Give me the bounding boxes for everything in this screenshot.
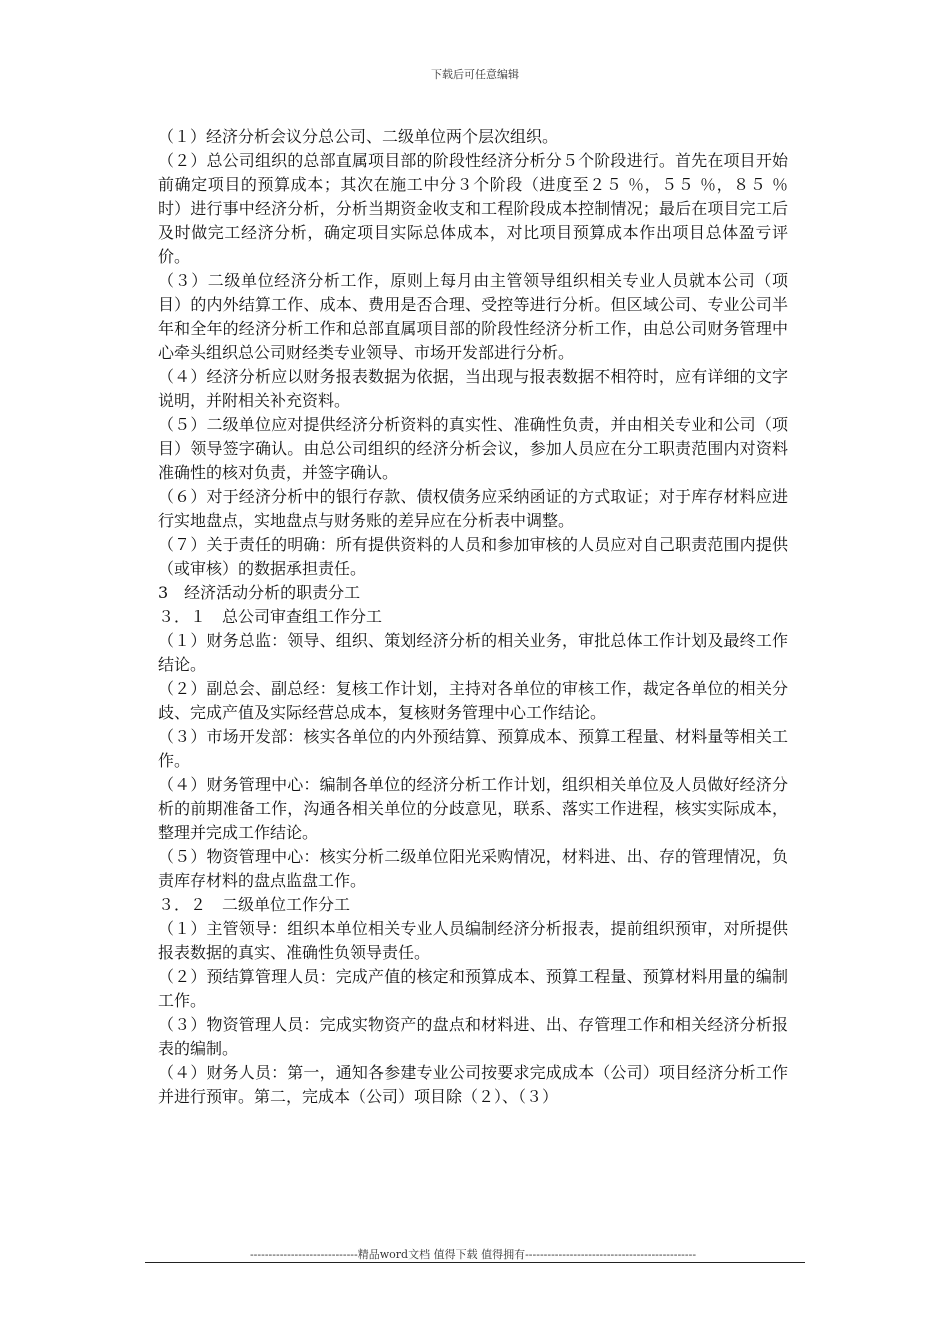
document-body [158,125,788,1109]
paragraph: （２）总公司组织的总部直属项目部的阶段性经济分析分５个阶段进行。首先在项目开始前确定项目的预算成本；其次在施工中分３个阶段（进度至２５ ％，５５ ％，８５ ％时）进行事中经济分析，分析当期资金收支和工程阶段成本控制情况；最后在项目完工后及时做完工经济分析，确定项目实际总体成本，对比项目预算成本作出项目总体盈亏评价。 [158,151,788,266]
paragraph: （５）二级单位应对提供经济分析资料的真实性、准确性负责，并由相关专业和公司（项目）领导签字确认。由总公司组织的经济分析会议，参加人员应在分工职责范围内对资料准确性的核对负责，并签字确认。 [158,415,788,482]
paragraph: （１）经济分析会议分总公司、二级单位两个层次组织。 [158,127,559,146]
paragraph: （６）对于经济分析中的银行存款、债权债务应采纳函证的方式取证；对于库存材料应进行实地盘点，实地盘点与财务账的差异应在分析表中调整。 [158,487,788,530]
subsection-heading: ３．１ 总公司审查组工作分工 [158,607,383,626]
paragraph: （１）财务总监：领导、组织、策划经济分析的相关业务，审批总体工作计划及最终工作结论。 [158,631,788,674]
paragraph: （４）经济分析应以财务报表数据为依据，当出现与报表数据不相符时，应有详细的文字说明，并附相关补充资料。 [158,367,788,410]
paragraph: （２）预结算管理人员：完成产值的核定和预算成本、预算工程量、预算材料用量的编制工作。 [158,967,788,1010]
paragraph: （４）财务人员：第一，通知各参建专业公司按要求完成成本（公司）项目经济分析工作并进行预审。第二，完成本（公司）项目除（２）、（３） [158,1063,788,1106]
paragraph: （１）主管领导：组织本单位相关专业人员编制经济分析报表，提前组织预审，对所提供报表数据的真实、准确性负领导责任。 [158,919,788,962]
page-header: 下载后可任意编辑 [431,68,519,81]
page-footer: -----------------------------精品word文档 值得下载 值得拥有---------------------------------------------- [249,1248,697,1261]
paragraph: （７）关于责任的明确：所有提供资料的人员和参加审核的人员应对自己职责范围内提供（或审核）的数据承担责任。 [158,535,788,578]
subsection-heading: ３．２ 二级单位工作分工 [158,895,351,914]
paragraph: （３）二级单位经济分析工作，原则上每月由主管领导组织相关专业人员就本公司（项目）的内外结算工作、成本、费用是否合理、受控等进行分析。但区域公司、专业公司半年和全年的经济分析工作和总部直属项目部的阶段性经济分析工作，由总公司财务管理中心牵头组织总公司财经类专业领导、市场开发部进行分析。 [158,271,788,362]
section-heading: 3 经济活动分析的职责分工 [158,583,361,602]
paragraph: （３）物资管理人员：完成实物资产的盘点和材料进、出、存管理工作和相关经济分析报表的编制。 [158,1015,788,1058]
paragraph: （４）财务管理中心：编制各单位的经济分析工作计划，组织相关单位及人员做好经济分析的前期准备工作，沟通各相关单位的分歧意见，联系、落实工作进程，核实实际成本，整理并完成工作结论。 [158,775,788,842]
footer-divider [145,1262,805,1263]
paragraph: （５）物资管理中心：核实分析二级单位阳光采购情况，材料进、出、存的管理情况，负责库存材料的盘点监盘工作。 [158,847,788,890]
paragraph: （２）副总会、副总经：复核工作计划，主持对各单位的审核工作，裁定各单位的相关分歧、完成产值及实际经营总成本，复核财务管理中心工作结论。 [158,679,788,722]
paragraph: （３）市场开发部：核实各单位的内外预结算、预算成本、预算工程量、材料量等相关工作。 [158,727,788,770]
